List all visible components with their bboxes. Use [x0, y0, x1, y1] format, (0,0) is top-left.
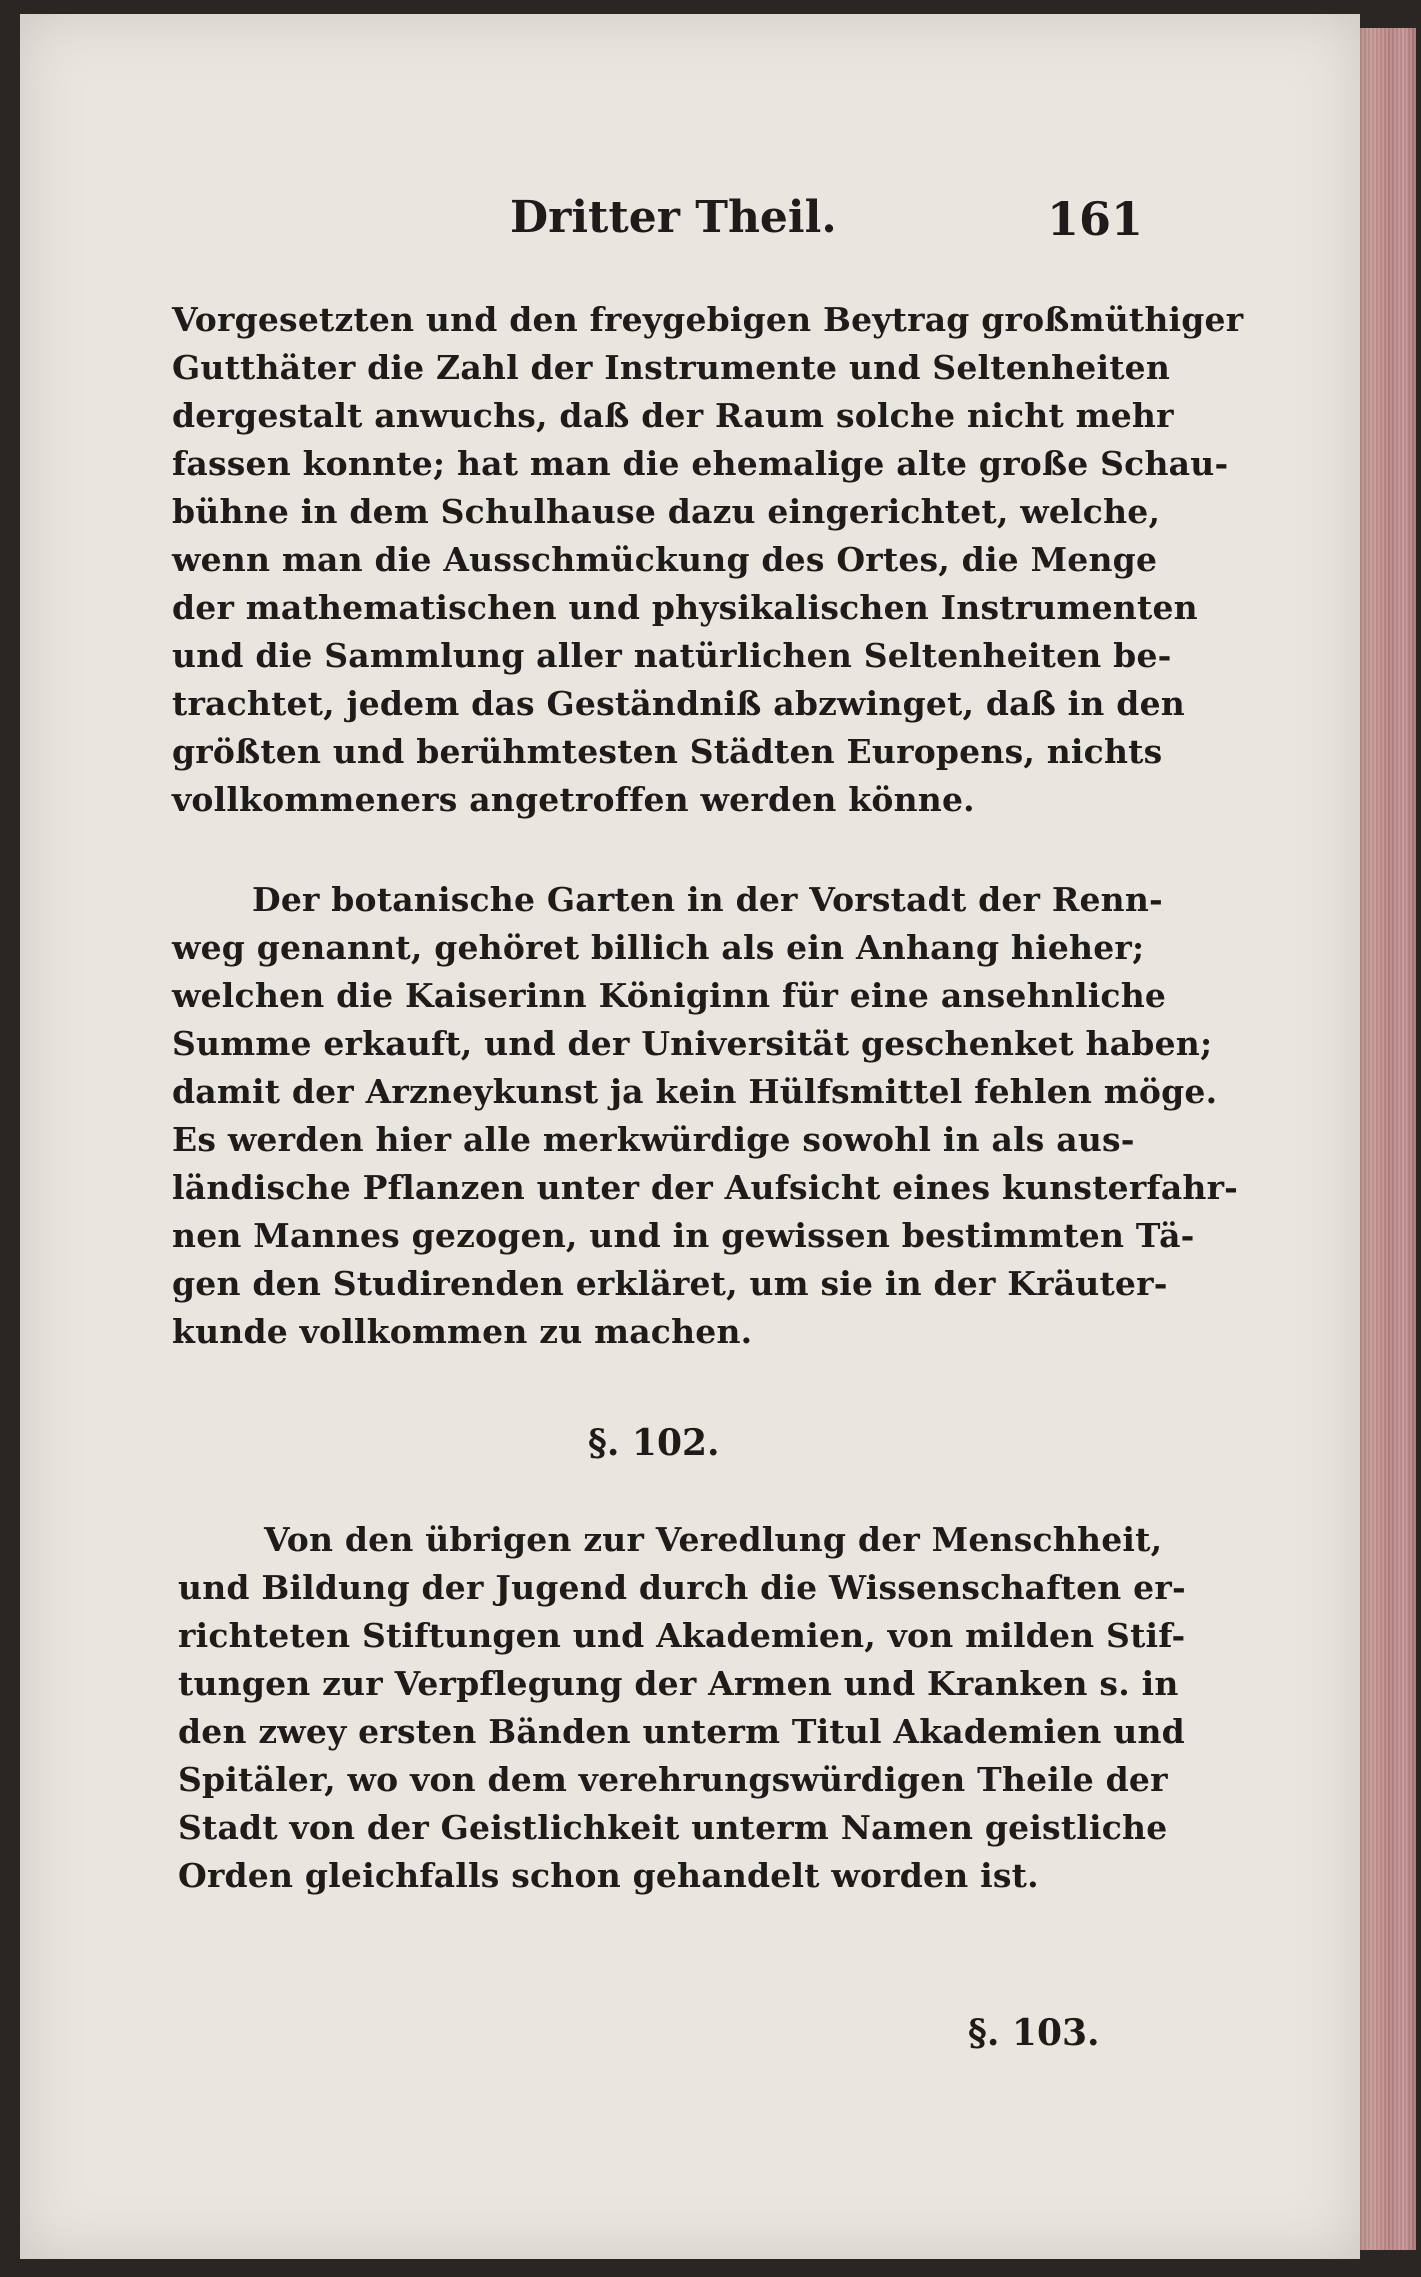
paragraph-3-line: tungen zur Verpflegung der Armen und Kranken s. in	[178, 1664, 1179, 1703]
paragraph-3-line: den zwey ersten Bänden unterm Titul Akademien und	[178, 1712, 1185, 1751]
paragraph-1-line: größten und berühmtesten Städten Europens, nichts	[172, 732, 1163, 771]
paragraph-3-line: Orden gleichfalls schon gehandelt worden ist.	[178, 1856, 1039, 1895]
paragraph-1-line: Gutthäter die Zahl der Instrumente und Seltenheiten	[172, 348, 1171, 387]
paragraph-3-line: und Bildung der Jugend durch die Wissenschaften er-	[178, 1568, 1186, 1607]
page-number: 161	[1047, 192, 1144, 246]
section-heading-102: §. 102.	[588, 1422, 720, 1464]
paragraph-2-line: kunde vollkommen zu machen.	[172, 1312, 753, 1351]
paragraph-1-line: trachtet, jedem das Geständniß abzwinget, daß in den	[172, 684, 1185, 723]
paragraph-2-line: weg genannt, gehöret billich als ein Anhang hieher;	[172, 928, 1145, 967]
paragraph-2-line: nen Mannes gezogen, und in gewissen bestimmten Tä-	[172, 1216, 1195, 1255]
paragraph-3-line: Stadt von der Geistlichkeit unterm Namen geistliche	[178, 1808, 1168, 1847]
paragraph-1-line: vollkommeners angetroffen werden könne.	[172, 780, 975, 819]
paragraph-3-line: richteten Stiftungen und Akademien, von milden Stif-	[178, 1616, 1186, 1655]
paragraph-1-line: der mathematischen und physikalischen Instrumenten	[172, 588, 1198, 627]
page-edge-red	[1358, 28, 1416, 2250]
paragraph-3-line: Spitäler, wo von dem verehrungswürdigen Theile der	[178, 1760, 1168, 1799]
paragraph-2-line: Der botanische Garten in der Vorstadt der Renn-	[252, 880, 1163, 919]
paragraph-1-line: und die Sammlung aller natürlichen Seltenheiten be-	[172, 636, 1172, 675]
paragraph-1-line: wenn man die Ausschmückung des Ortes, die Menge	[172, 540, 1158, 579]
paragraph-2-line: gen den Studirenden erkläret, um sie in der Kräuter-	[172, 1264, 1168, 1303]
catchword-section-103: §. 103.	[968, 2012, 1100, 2054]
paragraph-2-line: welchen die Kaiserinn Königinn für eine ansehnliche	[172, 976, 1167, 1015]
paragraph-2-line: Summe erkauft, und der Universität geschenket haben;	[172, 1024, 1213, 1063]
paragraph-2-line: damit der Arzneykunst ja kein Hülfsmittel fehlen möge.	[172, 1072, 1218, 1111]
paragraph-2-line: ländische Pflanzen unter der Aufsicht eines kunsterfahr-	[172, 1168, 1239, 1207]
book-page	[20, 14, 1360, 2259]
paragraph-1-line: Vorgesetzten und den freygebigen Beytrag großmüthiger	[172, 300, 1244, 339]
paragraph-3-line: Von den übrigen zur Veredlung der Menschheit,	[264, 1520, 1163, 1559]
paragraph-1-line: fassen konnte; hat man die ehemalige alte große Schau-	[172, 444, 1229, 483]
paragraph-2-line: Es werden hier alle merkwürdige sowohl in als aus-	[172, 1120, 1135, 1159]
paragraph-1-line: dergestalt anwuchs, daß der Raum solche nicht mehr	[172, 396, 1174, 435]
running-header-title: Dritter Theil.	[510, 192, 837, 243]
paragraph-1-line: bühne in dem Schulhause dazu eingerichtet, welche,	[172, 492, 1161, 531]
